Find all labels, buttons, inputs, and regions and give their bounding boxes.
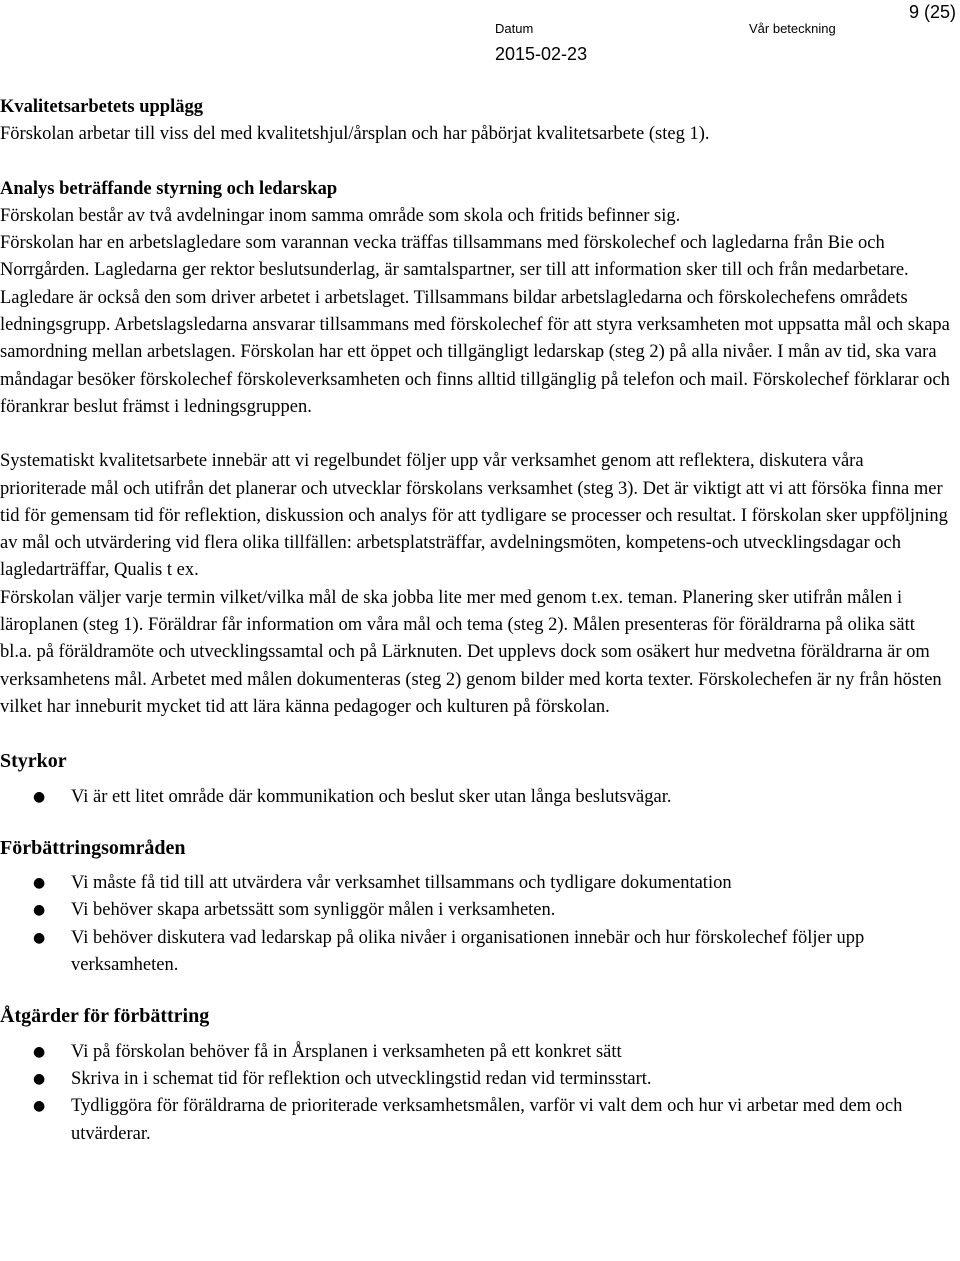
page-number: 9 (25) xyxy=(908,2,956,22)
bullet-icon: ● xyxy=(33,929,46,946)
list-item-text: Vi behöver skapa arbetssätt som synliggör målen i verksamheten. xyxy=(71,900,556,921)
list-item xyxy=(0,1066,950,1093)
spacer xyxy=(0,979,950,1003)
list-item xyxy=(0,925,950,980)
section-heading-atgarder: Åtgärder för förbättring xyxy=(0,1005,210,1028)
list-item-text: Vi måste få tid till att utvärdera vår verksamhet tillsammans och tydligare dokumentation xyxy=(71,873,732,894)
list-forbattringsomraden xyxy=(0,870,950,979)
paragraph-kvalitet: Förskolan arbetar till viss del med kvalitetshjul/årsplan och har påbörjat kvalitetsarbete (steg 1). xyxy=(0,124,710,145)
paragraph-analys-2: Förskolan har en arbetslagledare som varannan vecka träffas tillsammans med förskolechef och lagledarna från Bie och Norrgården. Lagledarna ger rektor beslutsunderlag, är samtalspartner, ser till att information sker till och från medarbetare. Lagledare är också den som driver arbetet i arbetslaget. Tillsammans bildar arbetslagledarna och förskolechefens områdets ledningsgrupp. Arbetslagsledarna ansvarar tillsammans med förskolechef för att styra verksamheten mot uppsatta mål och skapa samordning mellan arbetslagen. Förskolan har ett öppet och tillgängligt ledarskap (steg 2) på alla nivåer. I mån av tid, ska vara måndagar besöker förskolechef förskoleverksamheten och finns alltid tillgänglig på telefon och mail. Förskolechef förklarar och förankrar beslut främst i ledningsgruppen. xyxy=(0,233,950,417)
list-item xyxy=(0,1039,950,1066)
paragraph-systematiskt-2: Förskolan väljer varje termin vilket/vilka mål de ska jobba lite mer med genom t.ex. teman. Planering sker utifrån målen i läroplanen (steg 1). Föräldrar får information om våra mål och tema (steg 2). Målen presenteras för föräldrarna på olika sätt bl.a. på föräldramöte och utvecklingssamtal och på Lärknuten. Det upplevs dock som osäkert hur medvetna föräldrarna är om verksamhetens mål. Arbetet med målen dokumenteras (steg 2) genom bilder med korta texter. Förskolechefen är ny från hösten vilket har inneburit mycket tid att lära känna pedagoger och kulturen på förskolan. xyxy=(0,587,942,717)
list-item-text: Vi behöver diskutera vad ledarskap på olika nivåer i organisationen innebär och hur förskolechef följer upp verksamheten. xyxy=(71,927,865,976)
spacer xyxy=(0,721,950,748)
list-item xyxy=(0,784,950,811)
bullet-icon: ● xyxy=(33,1043,46,1060)
document-date: 2015-02-23 xyxy=(495,44,588,64)
datum-label: Datum xyxy=(495,21,534,36)
list-item xyxy=(0,1093,950,1148)
section-heading-analys: Analys beträffande styrning och ledarskap xyxy=(0,178,338,199)
list-item-text: Vi på förskolan behöver få in Årsplanen i verksamheten på ett konkret sätt xyxy=(71,1041,622,1062)
spacer xyxy=(0,149,950,176)
bullet-icon: ● xyxy=(33,788,46,805)
list-atgarder xyxy=(0,1039,950,1148)
paragraph-analys-1: Förskolan består av två avdelningar inom samma område som skola och fritids befinner sig. xyxy=(0,205,681,226)
spacer xyxy=(0,862,950,870)
list-item-text: Tydliggöra för föräldrarna de prioriterade verksamhetsmålen, varför vi valt dem och hur vi arbetar med dem och utvärderar. xyxy=(71,1096,903,1144)
section-heading-kvalitet: Kvalitetsarbetets upplägg xyxy=(0,97,203,117)
bullet-icon: ● xyxy=(33,1070,46,1087)
spacer xyxy=(0,1031,950,1039)
section-heading-styrkor: Styrkor xyxy=(0,750,67,773)
document-body xyxy=(0,94,950,1148)
list-item xyxy=(0,897,950,924)
paragraph-systematiskt-1: Systematiskt kvalitetsarbete innebär att vi regelbundet följer upp vår verksamhet genom att reflektera, diskutera våra prioriterade mål och utifrån det planerar och utvecklar förskolans verksamhet (steg 3). Det är viktigt att vi att försöka finna mer tid för gemensam tid för reflektion, diskussion och analys för att tydligare se processer och resultat. I förskolan sker uppföljning av mål och utvärdering vid flera olika tillfällen: arbetsplatsträffar, avdelningsmöten, kompetens-och utvecklingsdagar och lagledarträffar, Qualis t ex. xyxy=(0,451,948,581)
bullet-icon: ● xyxy=(33,1098,46,1115)
spacer xyxy=(0,776,950,784)
section-heading-forbattringsomraden: Förbättringsområden xyxy=(0,836,186,859)
list-item xyxy=(0,870,950,897)
spacer xyxy=(0,421,950,448)
spacer xyxy=(0,811,950,835)
bullet-icon: ● xyxy=(33,902,46,919)
list-item-text: Skriva in i schemat tid för reflektion och utvecklingstid redan vid terminsstart. xyxy=(71,1068,652,1089)
list-styrkor xyxy=(0,784,950,811)
bullet-icon: ● xyxy=(33,875,46,892)
beteckning-label: Vår beteckning xyxy=(749,21,836,36)
list-item-text: Vi är ett litet område där kommunikation och beslut sker utan långa beslutsvägar. xyxy=(71,786,672,807)
